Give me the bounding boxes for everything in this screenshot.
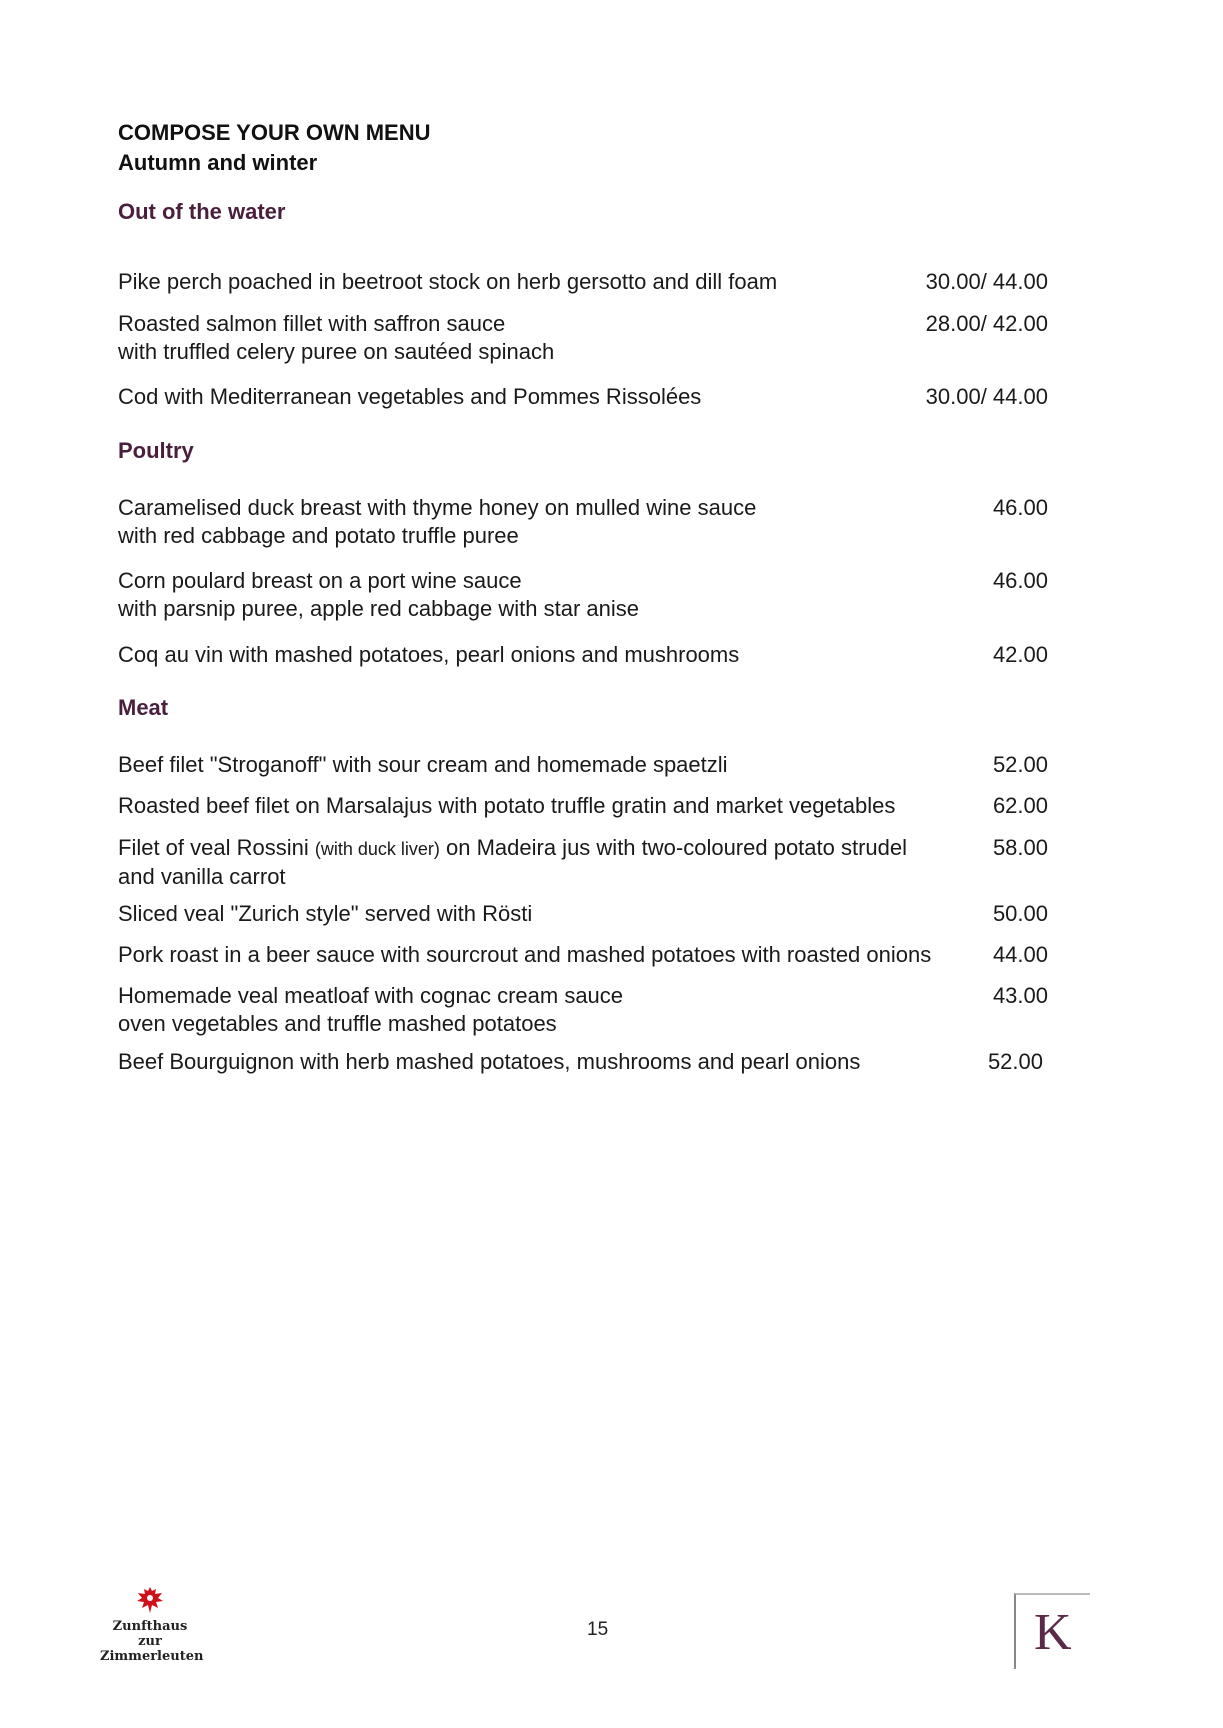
- item-description: Coq au vin with mashed potatoes, pearl onions and mushrooms: [118, 642, 740, 667]
- item-description-line2: with truffled celery puree on sautéed spinach: [118, 339, 555, 364]
- menu-item: [118, 494, 1048, 550]
- menu-item: [118, 941, 1048, 969]
- item-description: Caramelised duck breast with thyme honey on mulled wine sauce: [118, 495, 757, 520]
- item-price: 62.00: [992, 793, 1048, 818]
- logo-line3: Zimmerleuten: [100, 1649, 204, 1664]
- page-title: COMPOSE YOUR OWN MENU: [118, 120, 431, 145]
- section-heading-poultry: Poultry: [118, 438, 194, 463]
- item-description-line2: with parsnip puree, apple red cabbage with star anise: [118, 596, 639, 621]
- item-price: 28.00/ 42.00: [925, 311, 1048, 336]
- item-description: Homemade veal meatloaf with cognac cream sauce: [118, 983, 624, 1008]
- item-price: 30.00/ 44.00: [925, 269, 1048, 294]
- menu-item: [118, 310, 1048, 366]
- k-logo: [1014, 1593, 1090, 1669]
- menu-item: [118, 982, 1048, 1038]
- item-price: 44.00: [992, 942, 1048, 967]
- item-description: Cod with Mediterranean vegetables and Pommes Rissolées: [118, 384, 702, 409]
- item-price: 52.00: [992, 752, 1048, 777]
- item-price: 46.00: [992, 495, 1048, 520]
- item-description: Corn poulard breast on a port wine sauce: [118, 568, 522, 593]
- section-heading-meat: Meat: [118, 695, 169, 720]
- item-description: Beef Bourguignon with herb mashed potatoes, mushrooms and pearl onions: [118, 1049, 861, 1074]
- page-subtitle: Autumn and winter: [118, 150, 318, 175]
- item-description-part: Filet of veal Rossini: [118, 835, 315, 860]
- zunfthaus-logo: [100, 1585, 204, 1664]
- menu-item: [118, 383, 1048, 411]
- item-price: 46.00: [992, 568, 1048, 593]
- logo-line2: zur: [138, 1634, 162, 1649]
- item-description-line2: and vanilla carrot: [118, 864, 286, 889]
- menu-item: [118, 834, 1048, 891]
- item-price: 58.00: [992, 835, 1048, 860]
- page-number: 15: [587, 1619, 609, 1640]
- item-description-line2: oven vegetables and truffle mashed potatoes: [118, 1011, 557, 1036]
- item-description: Roasted beef filet on Marsalajus with potato truffle gratin and market vegetables: [118, 793, 896, 818]
- item-price: 30.00/ 44.00: [925, 384, 1048, 409]
- item-description-note: (with duck liver): [314, 839, 440, 859]
- item-description: [118, 834, 958, 863]
- menu-item: [118, 792, 1048, 820]
- section-heading-water: Out of the water: [118, 199, 286, 224]
- menu-item: [118, 567, 1048, 623]
- item-description: Beef filet "Stroganoff" with sour cream and homemade spaetzli: [118, 752, 728, 777]
- item-price: 52.00: [987, 1049, 1043, 1074]
- menu-item: [118, 751, 1048, 779]
- item-description: Pork roast in a beer sauce with sourcrout and mashed potatoes with roasted onions: [118, 942, 932, 967]
- eagle-crest-icon: [136, 1585, 164, 1615]
- item-description-part: on Madeira jus with two-coloured potato strudel: [439, 835, 908, 860]
- item-price: 42.00: [992, 642, 1048, 667]
- k-logo-letter: K: [1034, 1604, 1072, 1661]
- item-description: Roasted salmon fillet with saffron sauce: [118, 311, 506, 336]
- menu-item: [118, 268, 1048, 296]
- item-price: 50.00: [992, 901, 1048, 926]
- item-price: 43.00: [992, 983, 1048, 1008]
- menu-item: [118, 641, 1048, 669]
- item-description: Pike perch poached in beetroot stock on herb gersotto and dill foam: [118, 269, 778, 294]
- menu-item: [118, 1048, 1043, 1076]
- logo-line1: Zunfthaus: [112, 1619, 188, 1634]
- item-description: Sliced veal "Zurich style" served with Rösti: [118, 901, 533, 926]
- menu-item: [118, 900, 1048, 928]
- item-description-line2: with red cabbage and potato truffle puree: [118, 523, 519, 548]
